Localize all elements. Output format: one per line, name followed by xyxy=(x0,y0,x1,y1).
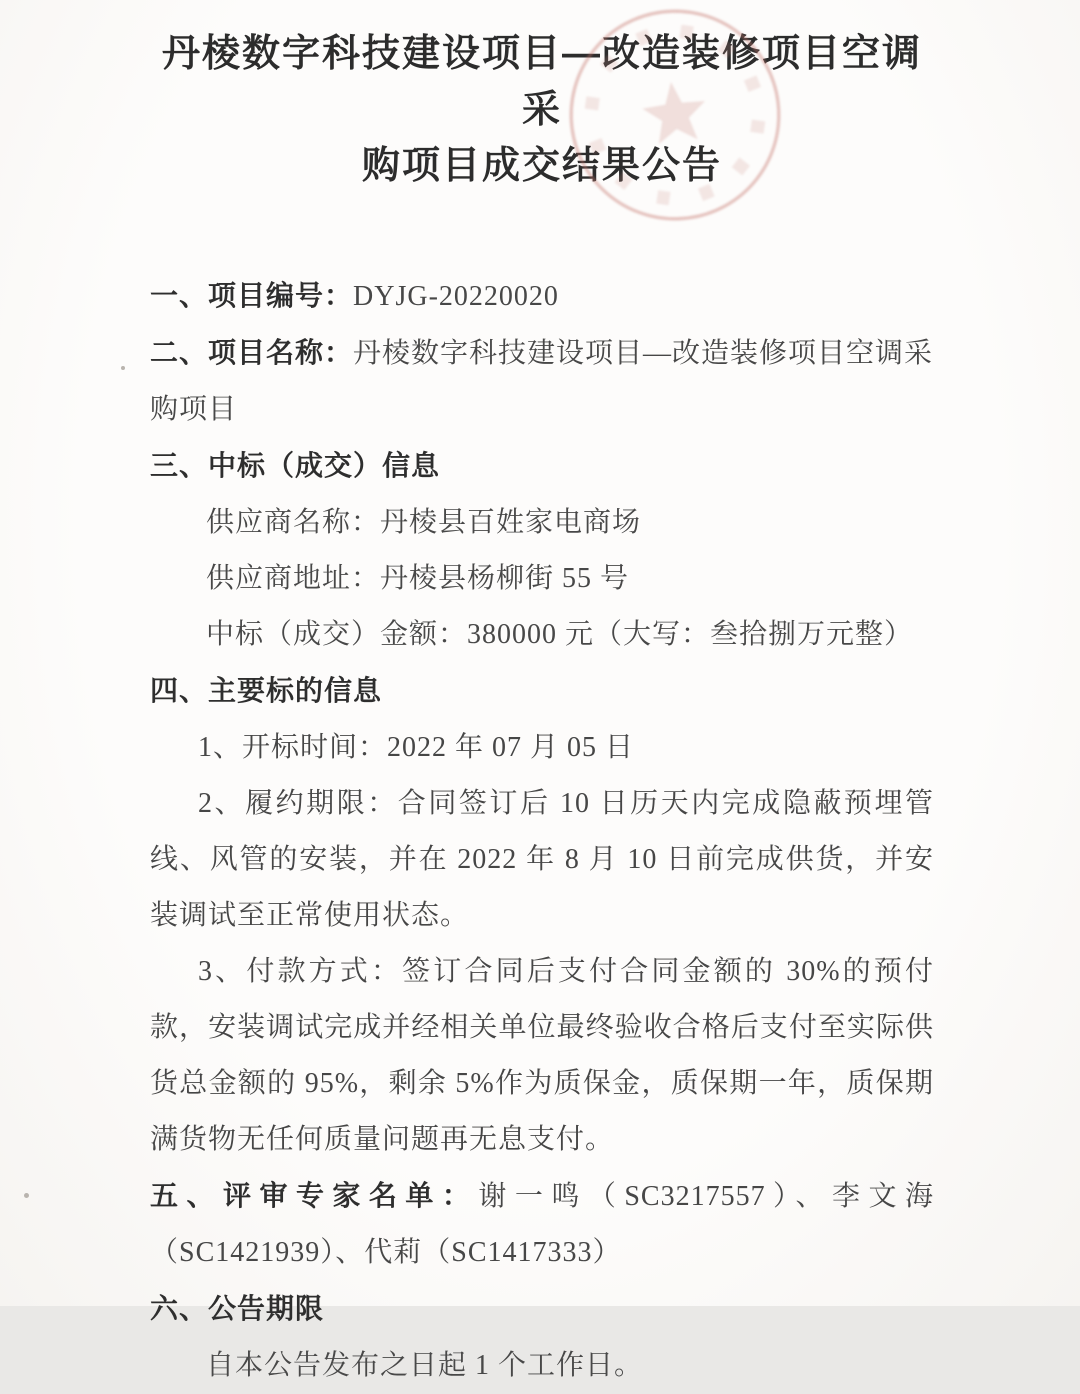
section-award-info-heading xyxy=(150,438,934,495)
project-name-value: 丹棱数字科技建设项目—改造装修项目空调采购项目 xyxy=(150,338,934,425)
section-award-info-label: 三、中标（成交）信息 xyxy=(150,450,441,481)
announcement-period-text: 自本公告发布之日起 1 个工作日。 xyxy=(206,1350,644,1381)
section-project-number xyxy=(150,268,934,325)
section-experts-label: 五、评审专家名单： xyxy=(150,1180,479,1211)
performance-period: 2、履约期限：合同签订后 10 日历天内完成隐蔽预埋管线、风管的安装，并在 2022 年 8 月 10 日前完成供货，并安装调试至正常使用状态。 xyxy=(150,788,934,931)
section-project-name-label: 二、项目名称： xyxy=(150,337,354,368)
section-experts xyxy=(150,1168,934,1281)
bid-opening-time: 1、开标时间：2022 年 07 月 05 日 xyxy=(198,732,635,763)
project-number-value: DYJG-20220020 xyxy=(353,281,559,312)
section-subject-info-heading xyxy=(150,663,934,720)
page-title xyxy=(150,26,934,194)
page-title-line1: 丹棱数字科技建设项目—改造装修项目空调采 xyxy=(161,33,922,131)
experts-list: 谢一鸣（SC3217557）、李文海（SC1421939）、代莉（SC1417333） xyxy=(150,1181,934,1268)
supplier-address: 供应商地址：丹棱县杨柳街 55 号 xyxy=(206,563,630,594)
supplier-name: 供应商名称：丹棱县百姓家电商场 xyxy=(206,507,642,538)
section-project-name xyxy=(150,325,934,438)
section-project-number-label: 一、项目编号： xyxy=(150,280,354,311)
award-amount: 中标（成交）金额：380000 元（大写：叁拾捌万元整） xyxy=(206,619,914,650)
section-announcement-period-label: 六、公告期限 xyxy=(150,1293,325,1324)
section-subject-info-label: 四、主要标的信息 xyxy=(150,675,383,706)
page-title-line2: 购项目成交结果公告 xyxy=(361,145,722,187)
payment-terms: 3、付款方式：签订合同后支付合同金额的 30%的预付款，安装调试完成并经相关单位最终验收合格后支付至实际供货总金额的 95%，剩余 5%作为质保金，质保期一年，质保期满货物无任何质量问题再无息支付。 xyxy=(150,956,934,1155)
section-announcement-period-heading xyxy=(150,1281,934,1338)
